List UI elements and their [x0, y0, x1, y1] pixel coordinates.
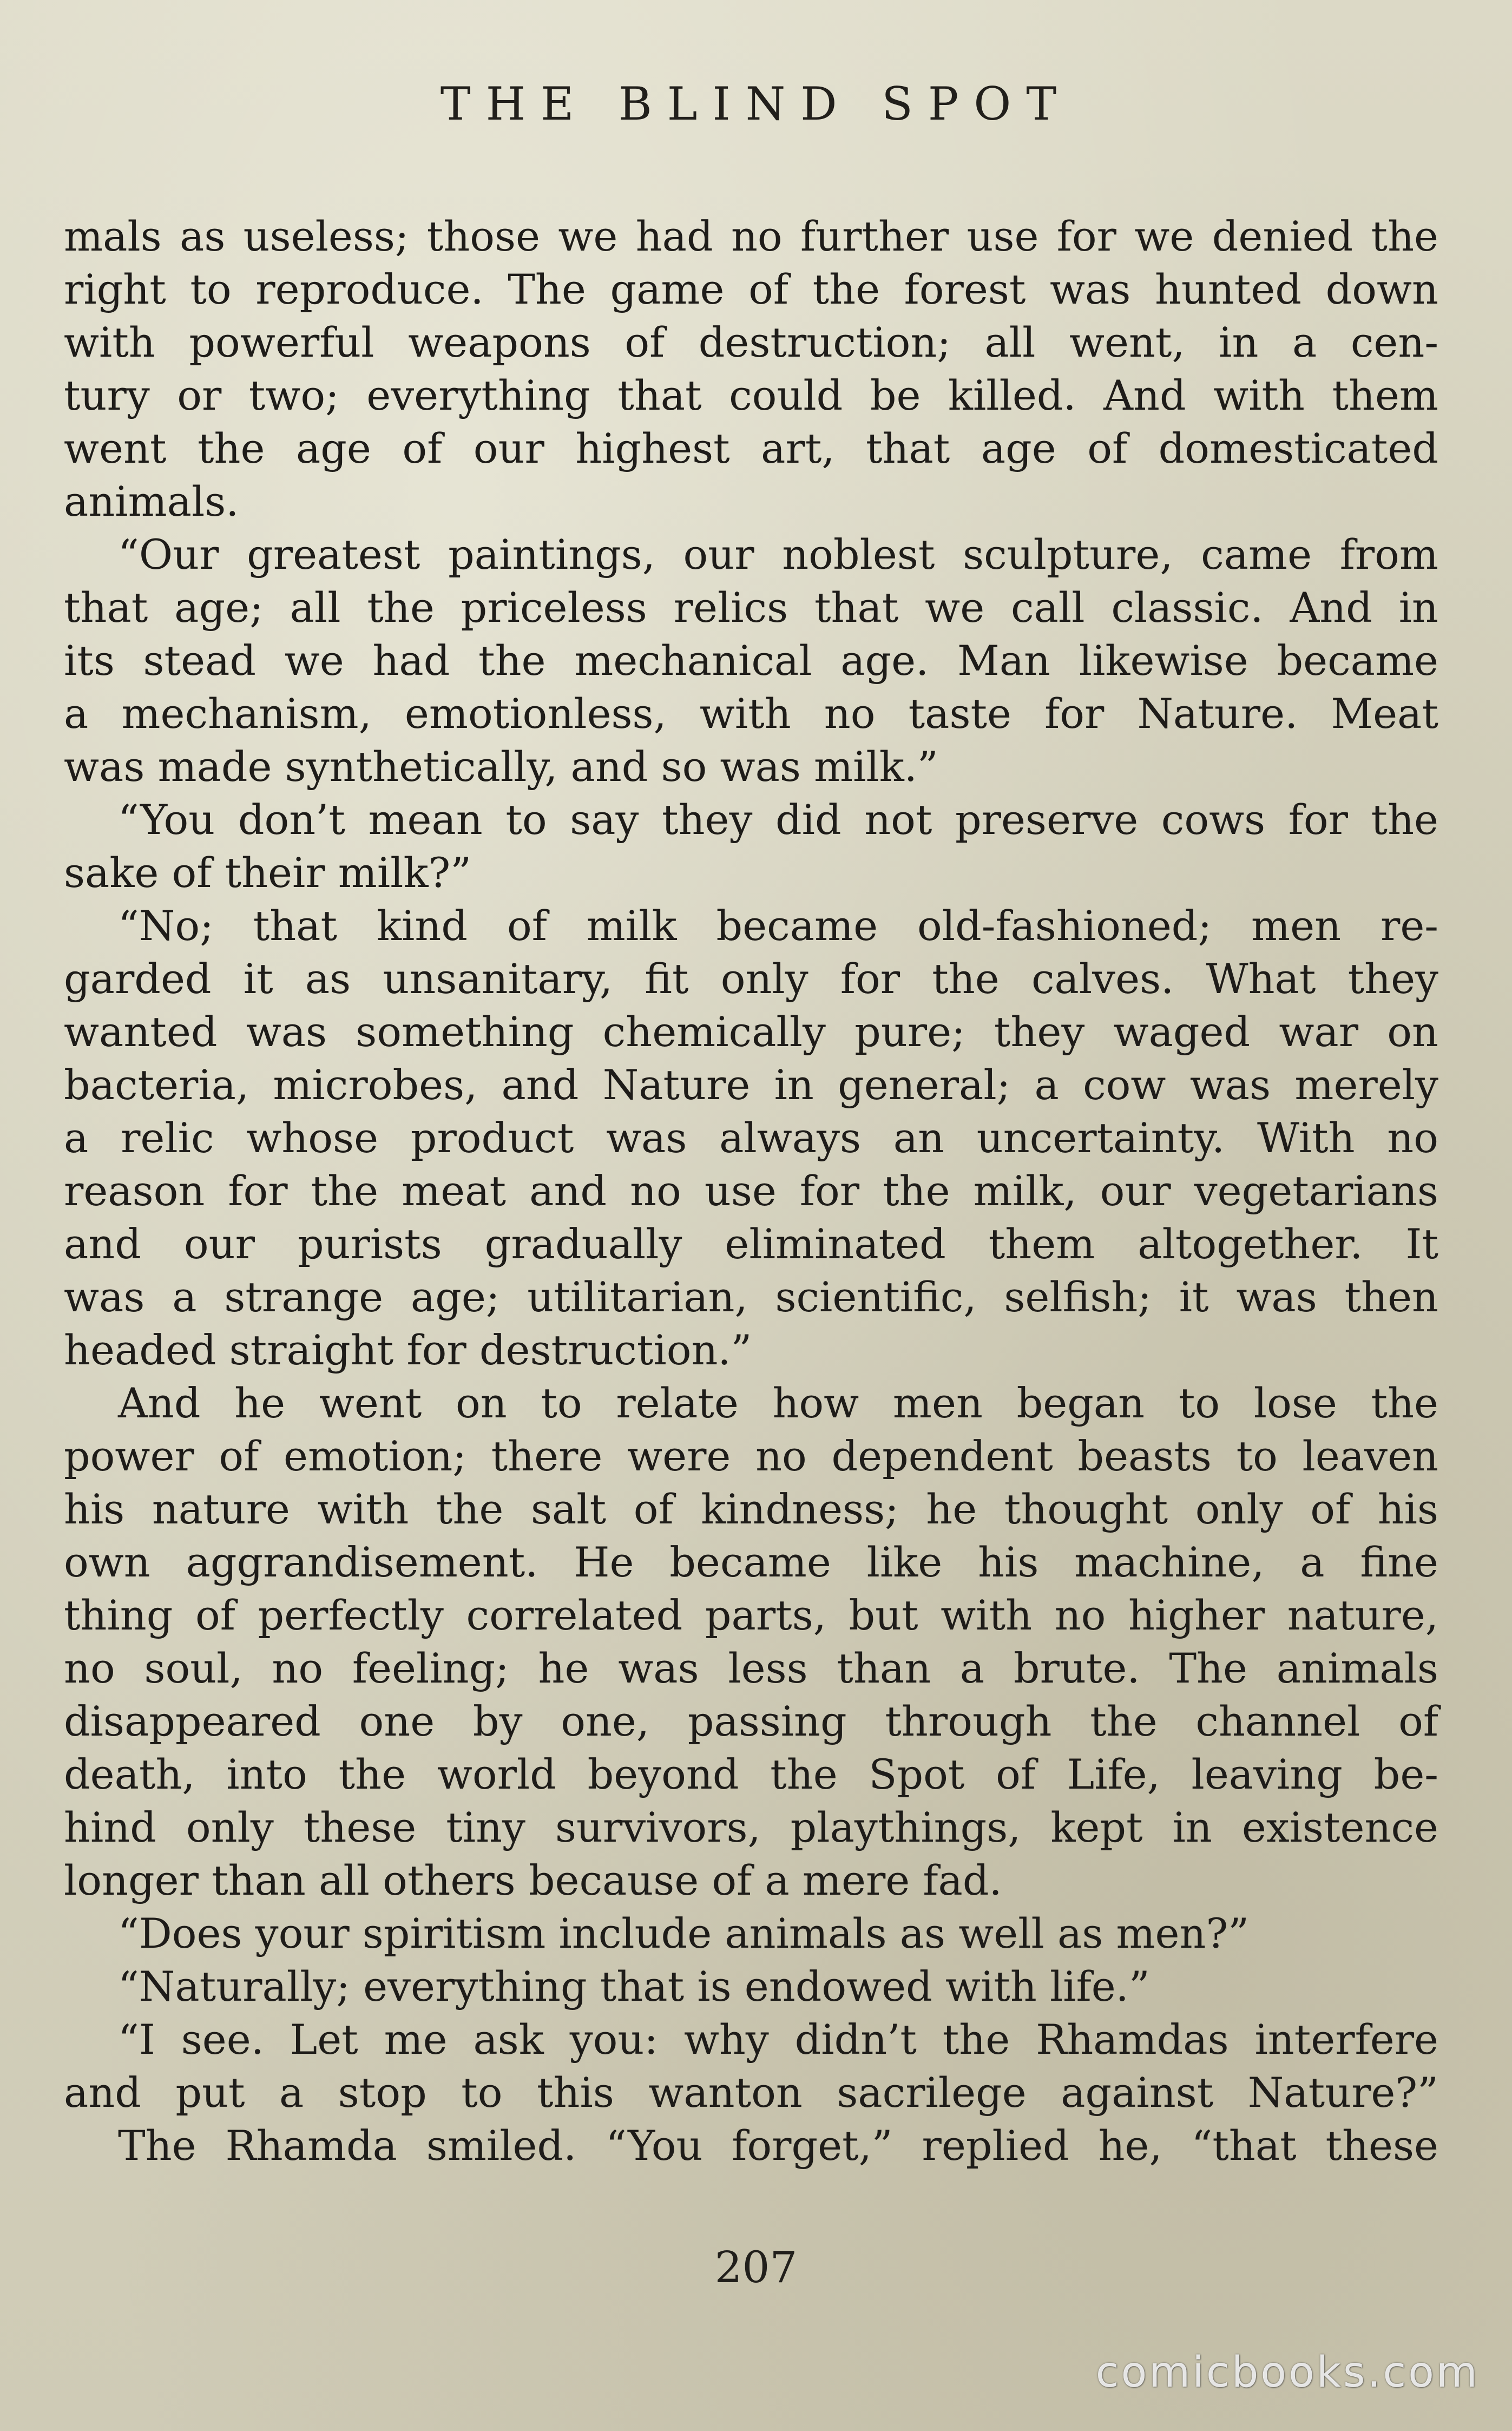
watermark-logo: comicbooks.com [1095, 2348, 1480, 2397]
text-line: The Rhamda smiled. “You forget,” replied he, “that these [118, 2121, 1438, 2170]
text-line: sake of their milk?” [64, 849, 472, 897]
text-line: And he went on to relate how men began to lose the [118, 1379, 1438, 1427]
text-line: thing of perfectly correlated parts, but with no higher nature, [64, 1591, 1438, 1639]
text-line: no soul, no feeling; he was less than a brute. The animals [64, 1644, 1438, 1692]
text-line: “Does your spiritism include animals as well as men?” [118, 1909, 1250, 1957]
text-line: “Our greatest paintings, our noblest sculpture, came from [118, 530, 1438, 579]
body-text [64, 210, 1438, 2172]
text-line: reason for the meat and no use for the milk, our vegetarians [64, 1167, 1438, 1215]
text-line: his nature with the salt of kindness; he thought only of his [64, 1485, 1438, 1533]
text-line: with powerful weapons of destruction; all went, in a cen- [64, 318, 1438, 366]
text-line: longer than all others because of a mere fad. [64, 1856, 1002, 1904]
text-line: mals as useless; those we had no further use for we denied the [64, 212, 1438, 260]
text-line: wanted was something chemically pure; they waged war on [64, 1008, 1438, 1056]
text-line: death, into the world beyond the Spot of Life, leaving be- [64, 1750, 1438, 1798]
text-line: power of emotion; there were no dependent beasts to leaven [64, 1432, 1438, 1480]
text-line: went the age of our highest art, that age of domesticated [64, 424, 1438, 472]
text-line: animals. [64, 477, 239, 525]
running-title: THE BLIND SPOT [440, 77, 1072, 130]
text-line: tury or two; everything that could be killed. And with them [64, 371, 1438, 419]
text-line: garded it as unsanitary, fit only for the calves. What they [64, 955, 1438, 1003]
text-line: headed straight for destruction.” [64, 1326, 752, 1374]
text-line: “You don’t mean to say they did not preserve cows for the [118, 796, 1438, 844]
text-line: own aggrandisement. He became like his machine, a fine [64, 1538, 1438, 1586]
text-line: and put a stop to this wanton sacrilege against Nature?” [64, 2068, 1438, 2117]
text-line: that age; all the priceless relics that we call classic. And in [64, 583, 1438, 632]
text-line: a relic whose product was always an uncertainty. With no [64, 1114, 1438, 1162]
text-line: and our purists gradually eliminated them altogether. It [64, 1220, 1438, 1268]
text-line: its stead we had the mechanical age. Man likewise became [64, 636, 1438, 685]
text-line: bacteria, microbes, and Nature in general; a cow was merely [64, 1061, 1438, 1109]
text-line: was made synthetically, and so was milk.” [64, 743, 938, 791]
text-line: “No; that kind of milk became old-fashioned; men re- [118, 902, 1438, 950]
text-line: hind only these tiny survivors, playthings, kept in existence [64, 1803, 1438, 1851]
text-line: was a strange age; utilitarian, scientific, selfish; it was then [64, 1273, 1438, 1321]
text-line: disappeared one by one, passing through the channel of [64, 1697, 1438, 1745]
page-number: 207 [714, 2242, 798, 2292]
text-line: a mechanism, emotionless, with no taste for Nature. Meat [64, 689, 1438, 738]
text-line: “I see. Let me ask you: why didn’t the Rhamdas interfere [118, 2015, 1438, 2064]
text-line: “Naturally; everything that is endowed with life.” [118, 1962, 1150, 2010]
text-line: right to reproduce. The game of the forest was hunted down [64, 265, 1438, 313]
